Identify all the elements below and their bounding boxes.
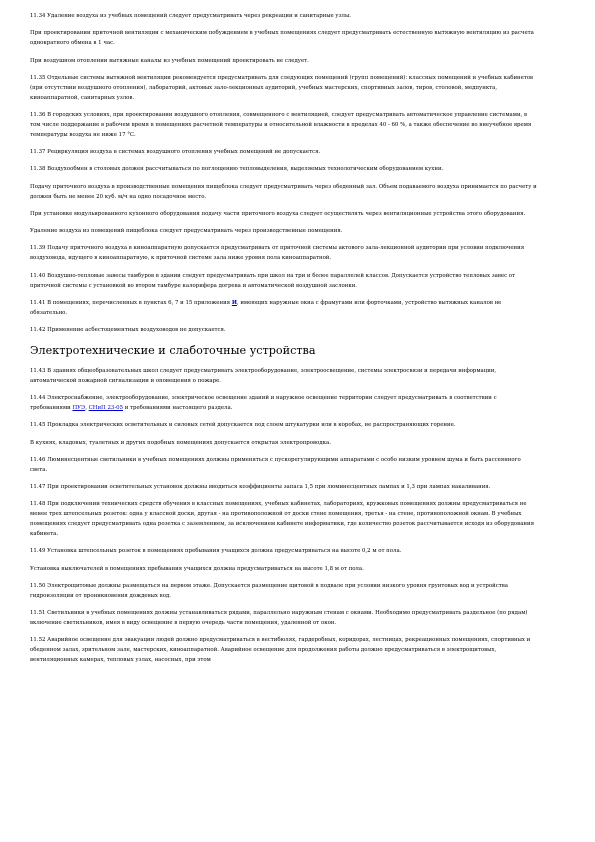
paragraph-11-50: 11.50 Электрощитовые должны размещаться на первом этаже. Допускается размещение щитовой в подвале при условии низкого уровня грунтовых вод и устройства гидроизоляции от проникновения дождевых вод. [30,583,508,599]
paragraph-11-45: 11.45 Прокладка электрических осветительных и силовых сетей допускается под слоем штукатурки или в коробах, не распространяющих горение. [30,422,456,429]
paragraph-11-37: 11.37 Рециркуляция воздуха в системах воздушного отопления учебных помещений не допускается. [30,149,321,156]
paragraph-11-46: 11.46 Люминесцентные светильники в учебных помещениях должны применяться с пускорегулирующими аппаратами с особо низким уровнем шума и быть рассеянного света. [30,456,521,473]
paragraph-11-41 [30,299,539,319]
paragraph-11-44-text-before: 11.44 Электроснабжение, электрооборудование, электрическое освещение зданий и наружное освещение территории следует предусматривать в соответствии с требованиями [30,395,497,412]
paragraph-supply-air-kitchen: Подачу приточного воздуха в производственные помещения пищеблока следует предусматривать через обеденный зал. Объем подаваемого воздуха принимается по расчету и должен быть не менее 20 куб. м/ч на одно посадочное место. [30,183,537,200]
paragraph-11-38: 11.38 Воздухообмен в столовых должен рассчитываться по поглощению тепловыделения, выделяемых технологическим оборудованием кухни. [30,166,444,173]
paragraph-modular-equipment: При установке модульированного кухонного оборудования подачу части приточного воздуха следует осуществлять через вентиляционные устройства этого оборудования. [30,210,526,217]
paragraph-11-42: 11.42 Применение асбестоцементных воздуховодов не допускается. [30,327,226,334]
paragraph-supply-ventilation: При проектировании приточной вентиляции с механическим побуждением в учебных помещениях следует предусматривать естественную вытяжную вентиляцию из расчета однократного обмена в 1 час. [30,30,534,47]
ventilation-section [30,12,539,336]
paragraph-11-41-text-after: , имеющих наружные окна с фрамугами или форточками, устройство вытяжных каналов не обязательно. [30,299,502,316]
paragraph-open-wiring: В кухнях, кладовых, туалетных и других подобных помещениях допускается открытая электропроводка. [30,439,331,446]
paragraph-11-44-text-middle: , [85,405,89,412]
paragraph-11-34: 11.34 Удаление воздуха из учебных помещений следует предусматривать через рекреации и санитарные узлы. [30,13,351,19]
appendix-i-link[interactable]: И [231,299,237,306]
paragraph-11-36: 11.36 В городских условиях, при проектировании воздушного отопления, совмещенного с вентиляцией, следует предусматривать автоматическое управление системами, в том числе поддержание в рабочем время в помещениях расчетной температуры и относительной влажности в пределах 40 - 60 %, а также обеспечение во внеучебное время температуры воздуха не ниже 17 °С. [30,111,532,138]
paragraph-11-44-text-after: и требованиями настоящего раздела. [123,405,233,412]
paragraph-11-51: 11.51 Светильники в учебных помещениях должны устанавливаться рядами, параллельно наружным стенам с окнами. Необходимо предусматривать раздельное (по рядам) включение светильников, имея в виду освещение в первую очередь части помещения, удаленной от окон. [30,610,528,627]
paragraph-11-44 [30,394,539,414]
pue-link[interactable]: ПУЭ [72,405,86,412]
paragraph-11-35: 11.35 Отдельные системы вытяжной вентиляции рекомендуется предусматривать для следующих помещений (групп помещений): классных помещений и учебных кабинетов (при отсутствии воздушного отопления), лабораторий, актовых зало-лекционных аудиторий, учебных мастерских, спортивных залов, тиров, столовой, медпункта, киноаппаратной, санитарных узлов. [30,74,534,101]
electrical-section [30,367,539,666]
paragraph-11-39: 11.39 Подачу приточного воздуха в киноаппаратную допускается предусматривать от приточной системы актового зала-лекционной аудитории при условии подключения воздуховода, идущего в киноаппаратную, к приточной системе зала ниже уровня пола киноаппаратной. [30,245,525,262]
section-heading-electrical: Электротехнические и слаботочные устройства [30,343,316,357]
paragraph-11-41-text-before: 11.41 В помещениях, перечисленных в пунктах 6, 7 и 15 приложения [30,299,232,306]
paragraph-11-49: 11.49 Установка штепсельных розеток в помещениях пребывания учащихся должна предусматриваться на высоте 0,2 м от пола. [30,548,402,555]
paragraph-11-48: 11.48 При подключении технических средств обучения в классных помещениях, учебных кабинетах, лабораториях, кружковых помещениях должны предусматриваться не менее трех штепсельных розеток: одна у классной доски, другая - на противоположной от доски стене помещения, третья - на стене, противоположной окнам. В учебных помещениях следует предусматривать одна розетка с заземлением, за исключением кабинете информатики, где количество розеток рассчитывается исходя из оборудования кабинета. [30,501,534,538]
paragraph-11-52: 11.52 Аварийное освещение для эвакуации людей должно предусматриваться в вестибюлях, гардеробных, коридорах, лестницах, рекреационных помещениях, спортивных и обеденном залах, зрительном зале, мастерских, киноаппаратной. Аварийное освещение для продолжения работы должно предусматриваться в электрощитовых, вентиляционных камерах, тепловых узлах, насосных, при этом [30,637,531,664]
paragraph-air-heating: При воздушном отоплении вытяжные каналы из учебных помещений проектировать не следует. [30,57,309,64]
paragraph-switches-height: Установка выключателей в помещениях пребывания учащихся должна предусматриваться на высоте 1,8 м от пола. [30,565,364,572]
paragraph-11-40: 11.40 Воздушно-тепловые завесы тамбуров в здании следует предусматривать при школ на три и более параллелей классов. Допускается устройство тепловых завес от приточной системы с установкой во втором тамбуре калорифера догрева и автоматической воздушной заслонки. [30,272,516,289]
paragraph-kitchen-exhaust: Удаление воздуха из помещений пищеблока следует предусматривать через производственные помещения. [30,228,343,235]
snip-23-05-link[interactable]: СНиП 23-05 [88,405,123,412]
paragraph-11-47: 11.47 При проектировании осветительных установок должны вводиться коэффициенты запаса 1,5 при люминесцентных лампах и 1,3 при лампах накаливания. [30,484,491,491]
paragraph-11-43: 11.43 В зданиях общеобразовательных школ следует предусматривать электрооборудование, электроосвещение, системы электросвязи и передачи информации, автоматической пожарной сигнализации и оповещения о пожаре. [30,367,497,384]
